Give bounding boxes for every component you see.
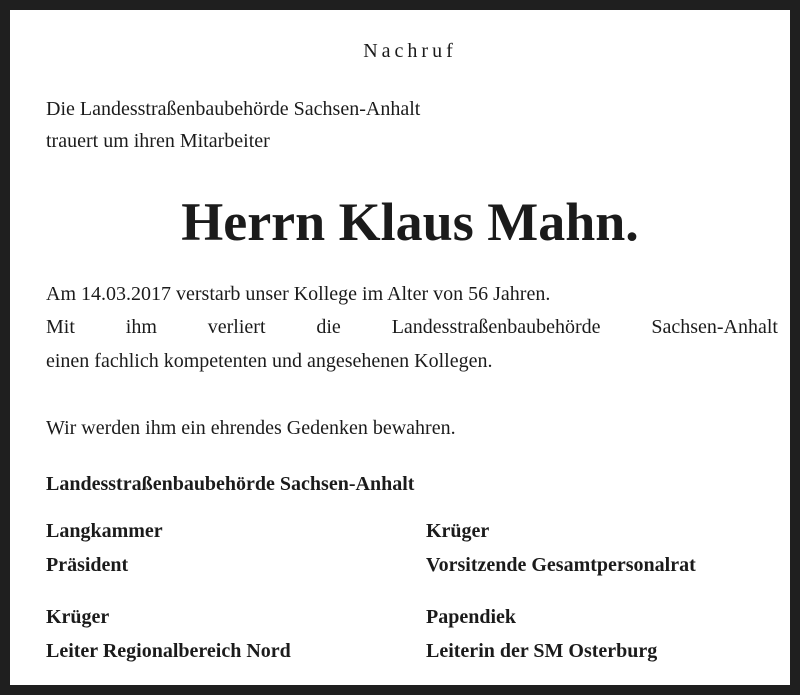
body-line-3: einen fachlich kompetenten und angesehenen Kollegen.	[46, 350, 493, 372]
closing-line: Wir werden ihm ein ehrendes Gedenken bewahren.	[46, 417, 456, 439]
signatory-title: Präsident	[46, 554, 129, 576]
signatory-name: Papendiek	[426, 606, 517, 628]
deceased-name: Herrn Klaus Mahn.	[181, 192, 639, 252]
signatory-title: Leiter Regionalbereich Nord	[46, 640, 291, 662]
signatory-title: Vorsitzende Gesamtpersonalrat	[426, 554, 696, 576]
signatory-name: Langkammer	[46, 520, 163, 542]
body-line-1: Am 14.03.2017 verstarb unser Kollege im Alter von 56 Jahren.	[46, 283, 551, 305]
signatory-name: Krüger	[426, 520, 490, 542]
intro-line-1: Die Landesstraßenbaubehörde Sachsen-Anhalt	[46, 98, 421, 120]
body-line-2: Mit ihm verliert die Landesstraßenbaubehörde Sachsen-Anhalt	[46, 316, 778, 338]
organization-name: Landesstraßenbaubehörde Sachsen-Anhalt	[46, 473, 415, 495]
intro-line-2: trauert um ihren Mitarbeiter	[46, 130, 270, 152]
notice-heading: Nachruf	[363, 40, 457, 62]
signatory-name: Krüger	[46, 606, 110, 628]
signatory-title: Leiterin der SM Osterburg	[426, 640, 658, 662]
